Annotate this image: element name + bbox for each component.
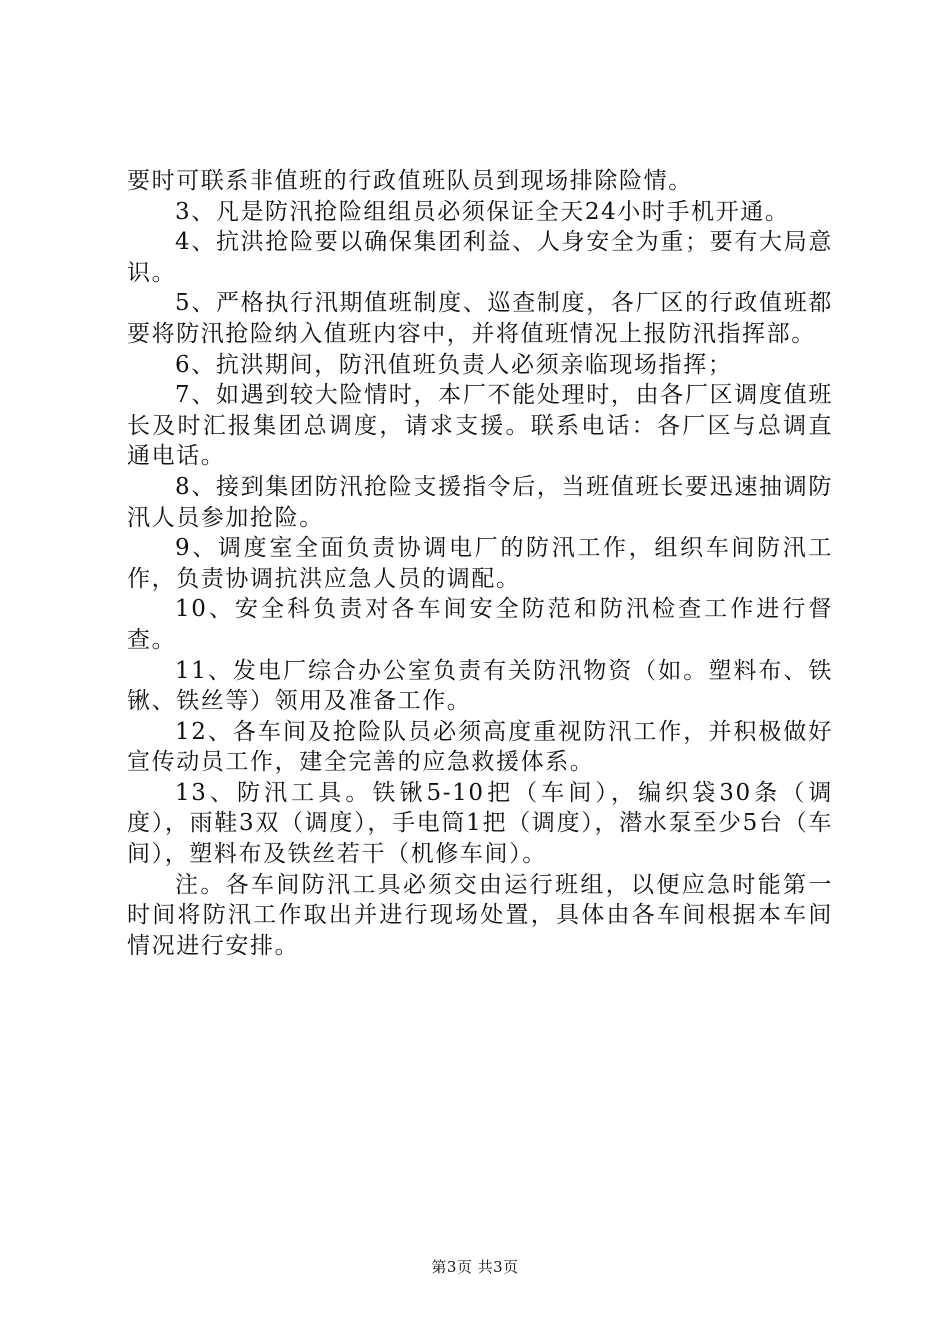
page-footer xyxy=(0,1256,950,1277)
document-body xyxy=(127,166,833,961)
paragraph-item-11: 11、发电厂综合办公室负责有关防汛物资（如。塑料布、铁锹、铁丝等）领用及准备工作。 xyxy=(127,657,833,715)
paragraph-item-12: 12、各车间及抢险队员必须高度重视防汛工作，并积极做好宣传动员工作，建全完善的应急救援体系。 xyxy=(127,718,833,776)
paragraph-item-9: 9、调度室全面负责协调电厂的防汛工作，组织车间防汛工作，负责协调抗洪应急人员的调配。 xyxy=(127,535,833,592)
paragraph-0: 要时可联系非值班的行政值班队员到现场排除险情。 xyxy=(127,168,693,194)
paragraph-item-6: 6、抗洪期间，防汛值班负责人必须亲临现场指挥； xyxy=(175,351,733,378)
paragraph-note: 注。各车间防汛工具必须交由运行班组，以便应急时能第一时间将防汛工作取出并进行现场处置，具体由各车间根据本车间情况进行安排。 xyxy=(127,871,833,959)
paragraph-item-8: 8、接到集团防汛抢险支援指令后，当班值班长要迅速抽调防汛人员参加抢险。 xyxy=(127,473,833,531)
paragraph-item-10: 10、安全科负责对各车间安全防范和防汛检查工作进行督查。 xyxy=(127,596,833,653)
paragraph-item-3: 3、凡是防汛抢险组组员必须保证全天24小时手机开通。 xyxy=(175,198,790,225)
paragraph-item-5: 5、严格执行汛期值班制度、巡查制度，各厂区的行政值班都要将防汛抢险纳入值班内容中，并将值班情况上报防汛指挥部。 xyxy=(127,290,833,347)
paragraph-item-7: 7、如遇到较大险情时，本厂不能处理时，由各厂区调度值班长及时汇报集团总调度，请求支援。联系电话：各厂区与总调直通电话。 xyxy=(127,382,833,470)
paragraph-item-4: 4、抗洪抢险要以确保集团利益、人身安全为重；要有大局意识。 xyxy=(127,229,833,286)
page-number-label: 第3页 共3页 xyxy=(431,1258,519,1276)
paragraph-item-13: 13、防汛工具。铁锹5-10把（车间），编织袋30条（调度），雨鞋3双（调度），手电筒1把（调度），潜水泵至少5台（车间），塑料布及铁丝若干（机修车间）。 xyxy=(127,779,833,868)
